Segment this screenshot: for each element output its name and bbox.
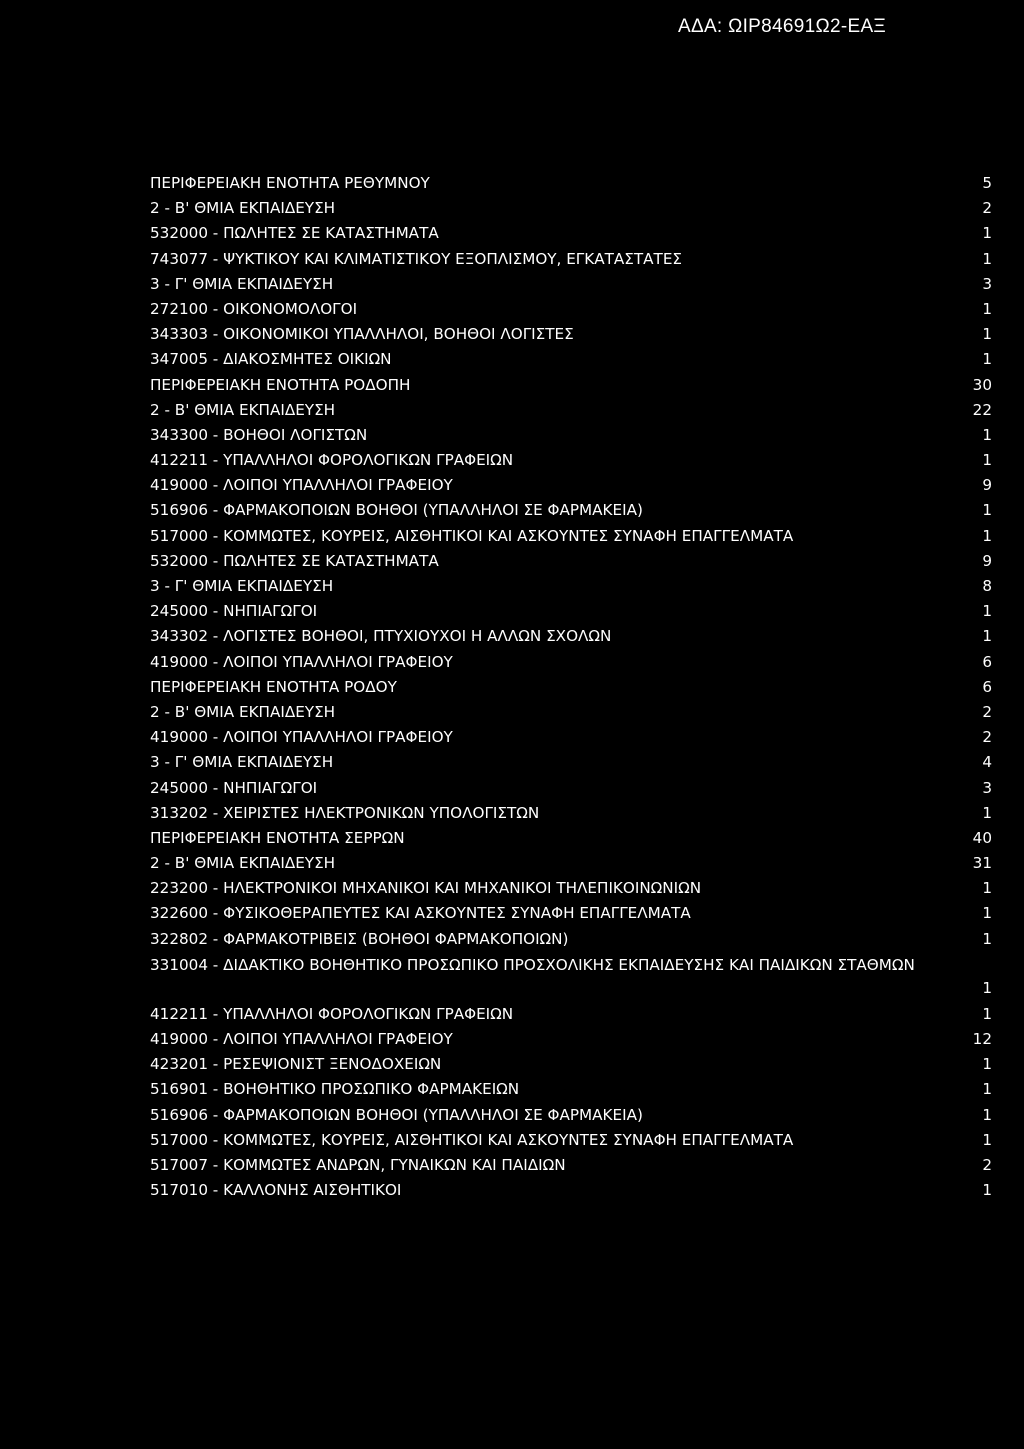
row-count: 3 [982,274,992,293]
row-label: 532000 - ΠΩΛΗΤΕΣ ΣΕ ΚΑΤΑΣΤΗΜΑΤΑ [150,224,439,243]
row-label: 516906 - ΦΑΡΜΑΚΟΠΟΙΩΝ ΒΟΗΘΟΙ (ΥΠΑΛΛΗΛΟΙ ΣΕ ΦΑΡΜΑΚΕΙΑ) [150,501,643,520]
table-row [150,347,992,372]
table-row [150,1103,992,1128]
table-row [150,1002,992,1027]
table-row [150,901,992,926]
row-count: 4 [982,753,992,772]
row-count: 1 [982,879,992,898]
row-label: 412211 - ΥΠΑΛΛΗΛΟΙ ΦΟΡΟΛΟΓΙΚΩΝ ΓΡΑΦΕΙΩΝ [150,451,514,470]
row-count: 31 [972,854,992,873]
row-count: 22 [972,400,992,419]
row-count: 1 [982,627,992,646]
row-label: 313202 - ΧΕΙΡΙΣΤΕΣ ΗΛΕΚΤΡΟΝΙΚΩΝ ΥΠΟΛΟΓΙΣΤΩΝ [150,803,540,822]
row-label: 2 - Β' ΘΜΙΑ ΕΚΠΑΙΔΕΥΣΗ [150,199,336,218]
row-label: ΠΕΡΙΦΕΡΕΙΑΚΗ ΕΝΟΤΗΤΑ ΡΕΘΥΜΝΟΥ [150,174,430,192]
row-label: 743077 - ΨΥΚΤΙΚΟΥ ΚΑΙ ΚΛΙΜΑΤΙΣΤΙΚΟΥ ΕΞΟΠΛΙΣΜΟΥ, ΕΓΚΑΤΑΣΤΑΤΕΣ [150,249,683,268]
row-label: 3 - Γ' ΘΜΙΑ ΕΚΠΑΙΔΕΥΣΗ [150,274,334,293]
row-label: 322600 - ΦΥΣΙΚΟΘΕΡΑΠΕΥΤΕΣ ΚΑΙ ΑΣΚΟΥΝΤΕΣ ΣΥΝΑΦΗ ΕΠΑΓΓΕΛΜΑΤΑ [150,904,691,923]
row-count: 1 [982,1181,992,1200]
row-label: 423201 - ΡΕΣΕΨΙΟΝΙΣΤ ΞΕΝΟΔΟΧΕΙΩΝ [150,1055,442,1074]
table-row [150,373,992,398]
row-label: ΠΕΡΙΦΕΡΕΙΑΚΗ ΕΝΟΤΗΤΑ ΡΟΔΟΥ [150,677,397,696]
row-count: 2 [982,199,992,218]
row-label: 517000 - ΚΟΜΜΩΤΕΣ, ΚΟΥΡΕΙΣ, ΑΙΣΘΗΤΙΚΟΙ ΚΑΙ ΑΣΚΟΥΝΤΕΣ ΣΥΝΑΦΗ ΕΠΑΓΓΕΛΜΑΤΑ [150,526,794,545]
table-row [150,1077,992,1102]
table-row [150,927,992,952]
row-count: 9 [982,476,992,495]
row-label: 272100 - ΟΙΚΟΝΟΜΟΛΟΓΟΙ [150,299,358,318]
table-row [150,322,992,347]
row-count: 6 [982,652,992,671]
row-count: 1 [982,602,992,621]
row-label: 419000 - ΛΟΙΠΟΙ ΥΠΑΛΛΗΛΟΙ ΓΡΑΦΕΙΟΥ [150,728,453,747]
row-count: 8 [982,577,992,595]
table-row [150,650,992,675]
row-count: 2 [982,1155,992,1174]
row-count: 1 [982,224,992,243]
table-row [150,1027,992,1052]
row-count: 1 [982,978,992,997]
table-row [150,297,992,322]
row-label: 245000 - ΝΗΠΙΑΓΩΓΟΙ [150,778,318,797]
table-row [150,423,992,448]
row-count: 1 [982,1130,992,1149]
positions-table [150,171,992,1203]
table-row [150,473,992,498]
table-row [150,574,992,599]
row-label: 419000 - ΛΟΙΠΟΙ ΥΠΑΛΛΗΛΟΙ ΓΡΑΦΕΙΟΥ [150,476,453,495]
table-row [150,725,992,750]
table-row [150,247,992,272]
row-label: 517010 - ΚΑΛΛΟΝΗΣ ΑΙΣΘΗΤΙΚΟΙ [150,1181,402,1200]
row-count: 1 [982,451,992,470]
table-row [150,524,992,549]
row-label: 343300 - ΒΟΗΘΟΙ ΛΟΓΙΣΤΩΝ [150,425,368,444]
row-label: 419000 - ΛΟΙΠΟΙ ΥΠΑΛΛΗΛΟΙ ΓΡΑΦΕΙΟΥ [150,1030,453,1048]
row-count: 1 [982,425,992,444]
table-row [150,196,992,221]
table-row [150,1178,992,1203]
table-row [150,599,992,624]
row-count: 2 [982,702,992,721]
row-label: 223200 - ΗΛΕΚΤΡΟΝΙΚΟΙ ΜΗΧΑΝΙΚΟΙ ΚΑΙ ΜΗΧΑΝΙΚΟΙ ΤΗΛΕΠΙΚΟΙΝΩΝΙΩΝ [150,879,702,898]
row-label: ΠΕΡΙΦΕΡΕΙΑΚΗ ΕΝΟΤΗΤΑ ΡΟΔΟΠΗ [150,375,411,394]
table-row [150,675,992,700]
table-row [150,876,992,901]
row-label: 517007 - ΚΟΜΜΩΤΕΣ ΑΝΔΡΩΝ, ΓΥΝΑΙΚΩΝ ΚΑΙ ΠΑΙΔΙΩΝ [150,1155,566,1174]
row-count: 1 [982,325,992,344]
row-label: 343302 - ΛΟΓΙΣΤΕΣ ΒΟΗΘΟΙ, ΠΤΥΧΙΟΥΧΟΙ Η ΑΛΛΩΝ ΣΧΟΛΩΝ [150,627,612,646]
table-row [150,826,992,851]
table-row [150,221,992,246]
table-row [150,750,992,775]
table-row [150,1153,992,1178]
table-row [150,851,992,876]
table-row [150,700,992,725]
table-row [150,1128,992,1153]
row-count: 1 [982,299,992,318]
row-count: 1 [982,904,992,923]
row-label: 419000 - ΛΟΙΠΟΙ ΥΠΑΛΛΗΛΟΙ ΓΡΑΦΕΙΟΥ [150,652,453,671]
row-label: 516901 - ΒΟΗΘΗΤΙΚΟ ΠΡΟΣΩΠΙΚΟ ΦΑΡΜΑΚΕΙΩΝ [150,1080,520,1099]
row-count: 1 [982,501,992,520]
row-label: 412211 - ΥΠΑΛΛΗΛΟΙ ΦΟΡΟΛΟΓΙΚΩΝ ΓΡΑΦΕΙΩΝ [150,1004,514,1023]
table-row [150,1052,992,1077]
row-label: 3 - Γ' ΘΜΙΑ ΕΚΠΑΙΔΕΥΣΗ [150,577,334,595]
row-count: 1 [982,803,992,822]
row-count: 1 [982,1080,992,1099]
row-count: 1 [982,929,992,948]
table-row [150,398,992,423]
table-row [150,776,992,801]
row-label: 532000 - ΠΩΛΗΤΕΣ ΣΕ ΚΑΤΑΣΤΗΜΑΤΑ [150,551,439,570]
row-label: 331004 - ΔΙΔΑΚΤΙΚΟ ΒΟΗΘΗΤΙΚΟ ΠΡΟΣΩΠΙΚΟ ΠΡΟΣΧΟΛΙΚΗΣ ΕΚΠΑΙΔΕΥΣΗΣ ΚΑΙ ΠΑΙΔΙΚΩΝ ΣΤΑΘΜΩΝ [150,955,915,974]
table-row [150,448,992,473]
row-count: 3 [982,778,992,797]
row-count: 1 [982,1105,992,1124]
row-count: 9 [982,551,992,570]
row-count: 1 [982,249,992,268]
row-count: 6 [982,677,992,696]
table-row [150,272,992,297]
row-count: 1 [982,350,992,369]
row-count: 40 [972,828,992,847]
row-count: 30 [972,375,992,394]
document-ada-code: ΑΔΑ: ΩΙΡ84691Ω2-ΕΑΞ [678,16,887,37]
row-count: 1 [982,1055,992,1074]
table-row [150,624,992,649]
row-label: ΠΕΡΙΦΕΡΕΙΑΚΗ ΕΝΟΤΗΤΑ ΣΕΡΡΩΝ [150,828,405,847]
row-count: 2 [982,728,992,747]
row-label: 517000 - ΚΟΜΜΩΤΕΣ, ΚΟΥΡΕΙΣ, ΑΙΣΘΗΤΙΚΟΙ ΚΑΙ ΑΣΚΟΥΝΤΕΣ ΣΥΝΑΦΗ ΕΠΑΓΓΕΛΜΑΤΑ [150,1130,794,1149]
row-count: 1 [982,1004,992,1023]
row-label: 343303 - ΟΙΚΟΝΟΜΙΚΟΙ ΥΠΑΛΛΗΛΟΙ, ΒΟΗΘΟΙ ΛΟΓΙΣΤΕΣ [150,325,574,344]
table-row [150,498,992,523]
row-label: 245000 - ΝΗΠΙΑΓΩΓΟΙ [150,602,318,621]
table-row [150,171,992,196]
row-label: 347005 - ΔΙΑΚΟΣΜΗΤΕΣ ΟΙΚΙΩΝ [150,350,392,369]
row-label: 2 - Β' ΘΜΙΑ ΕΚΠΑΙΔΕΥΣΗ [150,702,336,721]
row-label: 322802 - ΦΑΡΜΑΚΟΤΡΙΒΕΙΣ (ΒΟΗΘΟΙ ΦΑΡΜΑΚΟΠΟΙΩΝ) [150,929,569,948]
row-label: 2 - Β' ΘΜΙΑ ΕΚΠΑΙΔΕΥΣΗ [150,854,336,873]
table-row [150,801,992,826]
row-label: 3 - Γ' ΘΜΙΑ ΕΚΠΑΙΔΕΥΣΗ [150,753,334,772]
table-row [150,549,992,574]
row-count: 5 [982,174,992,192]
row-count: 1 [982,526,992,545]
table-row [150,952,992,1002]
row-label: 516906 - ΦΑΡΜΑΚΟΠΟΙΩΝ ΒΟΗΘΟΙ (ΥΠΑΛΛΗΛΟΙ ΣΕ ΦΑΡΜΑΚΕΙΑ) [150,1105,643,1124]
row-count: 12 [972,1030,992,1048]
row-label: 2 - Β' ΘΜΙΑ ΕΚΠΑΙΔΕΥΣΗ [150,400,336,419]
